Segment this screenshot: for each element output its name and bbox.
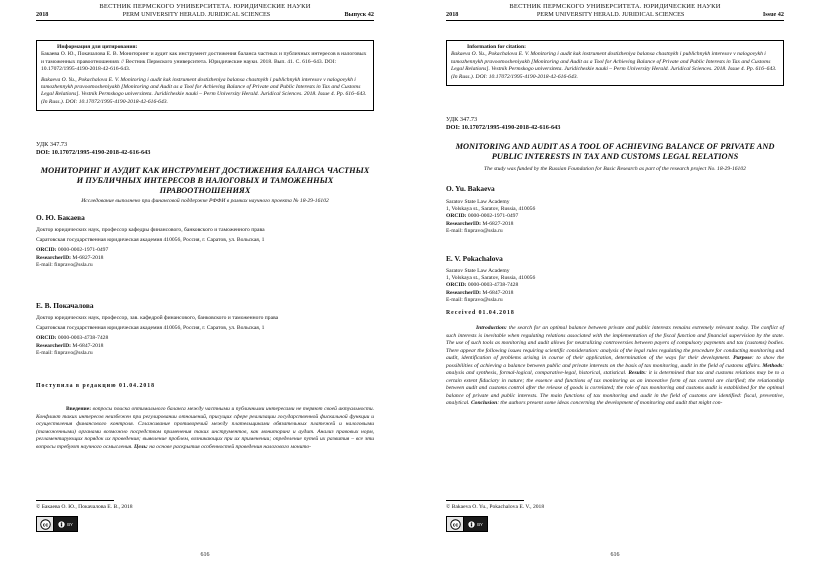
running-header [446, 3, 784, 21]
doi: DOI: 10.17072/1995-4190-2018-42-616-643 [446, 123, 561, 131]
author-2-researcherid: M-6847-2018 [482, 289, 514, 296]
author-2-orcid: 0000-0003-4738-7428 [57, 335, 109, 342]
author-1-affiliation [36, 227, 374, 269]
abstract [446, 325, 784, 408]
cc-by-license-badge [446, 516, 488, 532]
methods-text: : analysis and synthesis, formal-logical, comparative-legal, historical, statistical. [446, 362, 784, 377]
author-2-name: E. V. Pokachalova [446, 254, 503, 263]
citation-ru: Бакаева О. Ю., Покачалова Е. В. Мониторинг и аудит как инструмент достижения баланса частных и публичных интересов в налоговых и таможенных правоотношениях // Вестник Пермского университета. Юридические науки. 2018. Вып. 41. C. 616–643. DOI: 10.17072/1995-4190-2018-42-616-643. [41, 51, 367, 73]
author-1-name: O. Yu. Bakaeva [446, 184, 495, 193]
svg-text:cc: cc [452, 522, 458, 529]
footnote-rule [36, 500, 114, 501]
author-1-affiliation [446, 199, 784, 235]
orcid-label: ORCID: [36, 247, 57, 254]
results-text: : it is determined that tax and customs relations may be to a certain extent fiduciary in nature; the essence and functions of tax monitoring as an innovative form of tax control are clarified; the relationship between audit and customs control after the release of goods is correlated; the role of tax monitoring and customs audit is established for the optimal balance of private and public interests. The main functions of tax monitoring and audit in the field of customs are identified: fiscal, preventive, analytical. [446, 370, 785, 407]
author-1-email: E-mail: finpravo@ssla.ru [446, 227, 503, 234]
goal-label: Цель: [134, 443, 148, 450]
author-2-name: Е. В. Покачалова [36, 301, 94, 310]
author-2-email: E-mail: finpravo@ssla.ru [446, 296, 503, 303]
citation-box [446, 40, 784, 86]
researcherid-label: ResearcherID: [446, 220, 481, 227]
researcherid-label: ResearcherID: [36, 342, 71, 349]
purpose-text: : to show the possibilities of achieving a balance between public and private interests on the basis of tax monitoring, audit in the field of customs affairs. [446, 355, 784, 369]
conclusion-text: : the authors present some ideas concerning the development of monitoring and audit that might con- [497, 400, 723, 407]
goal-text: на основе раскрытия особенностей проведения налогового монито- [147, 443, 311, 450]
citation-en: Bakaeva O. Yu., Pokachalova E. V. Monitoring i audit kak instrument dostizheniya balansa chastnykh i publichnykh interesov v nalogovykh i tamozhennykh pravootnosheniyakh [Monitoring and Audit as a Tool for Achieving Balance of Private and Public Interests in Tax and Customs Legal Relations]. Vestnik Permskogo universiteta. Juridicheskie nauki – Perm University Herald. Juridical Sciences. 2018. Issue 4. Pp. 616–643. (In Russ.). DOI: 10.17072/1995-4190-2018-42-616-643. [451, 51, 777, 80]
intro-text: the search for an optimal balance between private and public interests remains extremely relevant today. The conflict of such interests is inevitable when regulating relations associated with the implementation of the fiscal function and financial supervision by the state. The use of such tools as monitoring and audit allows for neutralizing controversies between payers of compulsory payments and tax (customs) bodies. There appear the following issues requiring scientific consideration: analysis of the legal rules regulating the procedure for conducting monitoring and audit, identification of problems arising in course of their application, determination of the ways for their development. [446, 325, 784, 362]
doi: DOI: 10.17072/1995-4190-2018-42-616-643 [36, 148, 151, 156]
intro-label: Introduction: [476, 325, 507, 331]
header-year: 2018 [36, 11, 49, 18]
page-number: 616 [610, 552, 620, 558]
footnote-rule [446, 500, 524, 501]
author-1-degree: Доктор юридических наук, профессор кафедры финансового, банковского и таможенного права [36, 227, 265, 233]
author-2-affiliation [36, 315, 374, 357]
license-label: BY [477, 521, 483, 527]
orcid-label: ORCID: [36, 335, 57, 342]
cc-by-license-badge [36, 516, 78, 532]
results-label: Results [628, 370, 645, 377]
abstract [36, 406, 374, 451]
author-2-orcid: 0000-0003-4738-7428 [467, 282, 519, 289]
conclusion-label: Conclusion [470, 400, 498, 407]
article-title: МОНИТОРИНГ И АУДИТ КАК ИНСТРУМЕНТ ДОСТИЖЕНИЯ БАЛАНСА ЧАСТНЫХ И ПУБЛИЧНЫХ ИНТЕРЕСОВ В НАЛОГОВЫХ И ТАМОЖЕННЫХ ПРАВООТНОШЕНИЯХ [40, 166, 370, 195]
udc: УДК 347.73 [446, 116, 478, 123]
citation-title: Информация для цитирования: [57, 44, 138, 50]
author-2-email: E-mail: finpravo@ssla.ru [36, 349, 93, 356]
journal-title-ru: ВЕСТНИК ПЕРМСКОГО УНИВЕРСИТЕТА. ЮРИДИЧЕСКИЕ НАУКИ [99, 3, 311, 10]
intro-label: Введение: [66, 406, 92, 412]
cc-icon [450, 519, 461, 530]
author-2-researcherid: M-6847-2018 [72, 342, 104, 349]
cc-icon [40, 519, 51, 530]
received-date: Поступила в редакцию 01.04.2018 [36, 383, 156, 389]
header-year: 2018 [446, 11, 459, 18]
author-1-org: Саратовская государственная юридическая академия 410056, Россия, г. Саратов, ул. Вольская, 1 [36, 237, 265, 244]
page-number: 616 [200, 552, 210, 558]
author-1-researcherid: M-6827-2018 [72, 254, 104, 261]
author-2-degree: Доктор юридических наук, профессор, зав. кафедрой финансового, банковского и таможенного права [36, 315, 279, 321]
purpose-label: Purpose [733, 355, 752, 362]
running-header [36, 3, 374, 21]
journal-title-en: PERM UNIVERSITY HERALD. JURIDICAL SCIENCES [536, 11, 685, 18]
methods-label: Methods [762, 362, 783, 369]
citation-en: Bakaeva O. Yu., Pokachalova E. V. Monitoring i audit kak instrument dostizheniya balansa chastnykh i publichnykh interesov v nalogovykh i tamozhennykh pravootnosheniyakh [Monitoring and Audit as a Tool for Achieving Balance of Private and Public Interests in Tax and Customs Legal Relations]. Vestnik Permskogo universiteta. Juridicheskie nauki – Perm University Herald. Juridical Sciences. 2018. Issue 4. Pp. 616–643. (In Russ.). DOI: 10.17072/1995-4190-2018-42-616-643. [41, 76, 367, 105]
journal-title-en: PERM UNIVERSITY HERALD. JURIDICAL SCIENCES [122, 11, 271, 18]
author-1-address: 1, Volskaya st., Saratov, Russia, 410056 [446, 206, 536, 213]
header-issue: Выпуск 42 [344, 11, 374, 18]
udc-block [446, 116, 560, 131]
person-icon [468, 521, 475, 528]
udc: УДК 347.73 [36, 141, 68, 148]
author-1-email: E-mail: finpravo@ssla.ru [36, 261, 93, 268]
author-1-orcid: 0000-0002-1971-0497 [467, 213, 519, 220]
author-2-org: Saratov State Law Academy [446, 268, 510, 274]
orcid-label: ORCID: [446, 213, 467, 220]
copyright: © Bakaeva O. Yu., Pokachalova E. V., 2018 [446, 504, 545, 510]
svg-text:cc: cc [42, 522, 48, 529]
researcherid-label: ResearcherID: [446, 289, 481, 296]
received-date: Received 01.04.2018 [446, 310, 515, 316]
udc-block [36, 141, 150, 156]
author-1-name: О. Ю. Бакаева [36, 213, 85, 222]
funding-note: Исследование выполнено при финансовой поддержке РФФИ в рамках научного проекта № 18-29-16102 [81, 198, 329, 204]
copyright: © Бакаева О. Ю., Покачалова Е. В., 2018 [36, 504, 133, 510]
author-1-org: Saratov State Law Academy [446, 199, 510, 205]
header-issue: Issue 42 [762, 11, 784, 18]
orcid-label: ORCID: [446, 282, 467, 289]
license-label: BY [67, 521, 73, 527]
author-1-researcherid: M-6827-2018 [482, 220, 514, 227]
author-1-orcid: 0000-0002-1971-0497 [57, 247, 109, 254]
author-2-org: Саратовская государственная юридическая академия 410056, Россия, г. Саратов, ул. Вольская, 1 [36, 325, 265, 332]
right-page [410, 0, 820, 580]
journal-title-ru: ВЕСТНИК ПЕРМСКОГО УНИВЕРСИТЕТА. ЮРИДИЧЕСКИЕ НАУКИ [509, 3, 721, 10]
intro-text: вопросы поиска оптимального баланса между частными и публичными интересами не теряют своей актуальности. Конфликт таких интересов неизбежен при регулировании отношений, присущих сфере реализации государственной фискальной функции и осуществления финансового контроля. Сглаживание противоречий между плательщиками обязательных платежей и налоговыми (таможенными) органами возможно посредством применения таких инструментов, как мониторинг и аудит. Анализ правовых норм, регламентирующих порядок их проведения; выявление проблем, возникающих при их применении; определение путей их развития – все эти вопросы требуют научного осмысления. [36, 406, 374, 450]
article-title: MONITORING AND AUDIT AS A TOOL OF ACHIEVING BALANCE OF PRIVATE AND PUBLIC INTERESTS IN TAX AND CUSTOMS LEGAL RELATIONS [455, 142, 775, 161]
citation-box [36, 40, 374, 111]
funding-note: The study was funded by the Russian Foundation for Basic Research as part of the research project No. 18-29-16102 [484, 166, 746, 172]
researcherid-label: ResearcherID: [36, 254, 71, 261]
citation-title: Information for citation: [467, 44, 526, 50]
person-icon [58, 521, 65, 528]
author-2-address: 1, Volskaya st., Saratov, Russia, 410056 [446, 275, 536, 282]
author-2-affiliation [446, 268, 784, 304]
